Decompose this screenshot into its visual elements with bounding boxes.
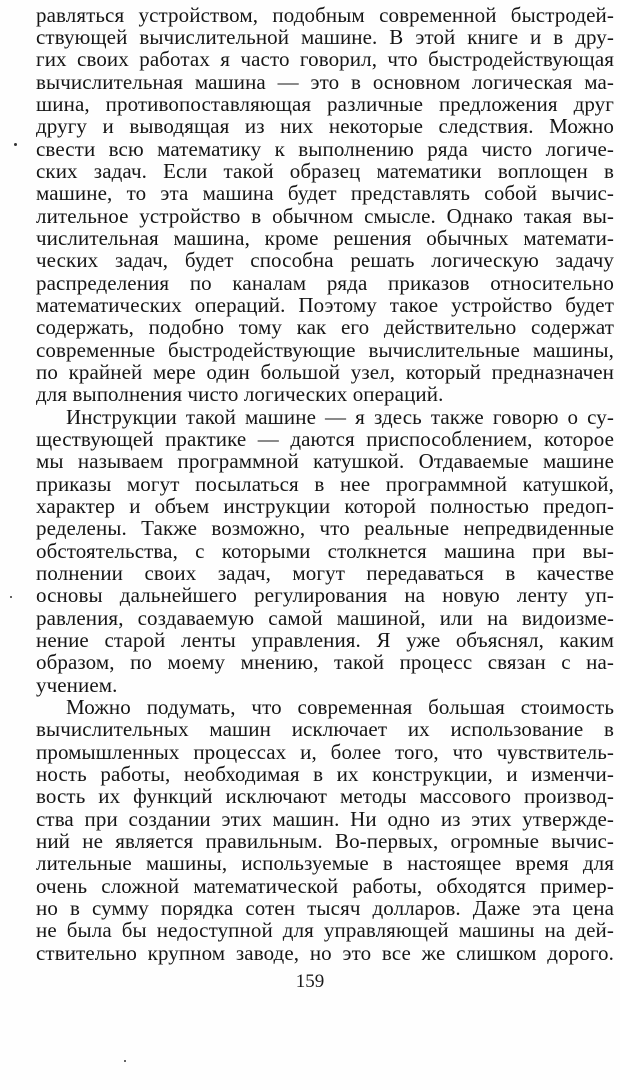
text-line: математических операций. Поэтому такое устройство будет: [36, 293, 614, 317]
text-line: основы дальнейшего регулирования на новую ленту уп-: [36, 583, 614, 607]
text-line: ществующей практике — даются приспособлением, которое: [36, 427, 614, 451]
text-line: Инструкции такой машине — я здесь также говорю о су-: [66, 405, 614, 429]
text-line: вычислительных машин исключает их использование в: [36, 717, 614, 741]
text-line: равляться устройством, подобным современной быстродей-: [36, 3, 614, 27]
text-line: мы называем программной катушкой. Отдаваемые машине: [36, 449, 614, 473]
scan-speck: [124, 1060, 126, 1062]
text-line: приказы могут посылаться в нее программной катушкой,: [36, 472, 614, 496]
text-line: другу и выводящая из них некоторые следствия. Можно: [36, 114, 614, 138]
text-line: Можно подумать, что современная большая стоимость: [66, 695, 614, 719]
text-line: характер и объем инструкции которой полностью предоп-: [36, 494, 614, 518]
scan-speck: [10, 596, 12, 598]
page-number: 159: [295, 971, 325, 992]
text-line: ства при создании этих машин. Ни одно из этих утвержде-: [36, 807, 614, 831]
text-line: машине, то эта машина будет представлять собой вычис-: [36, 181, 614, 205]
text-line: лительные машины, используемые в настоящее время для: [36, 851, 614, 875]
scan-speck: [14, 143, 17, 146]
text-line: по крайней мере один большой узел, который предназначен: [36, 360, 614, 384]
text-line: равления, создаваемую самой машиной, или на видоизме-: [36, 606, 614, 630]
text-line: ний не является правильным. Во-первых, огромные вычис-: [36, 829, 614, 853]
text-line: ствующей вычислительной машине. В этой книге и в дру-: [36, 25, 614, 49]
text-line: образом, по моему мнению, такой процесс связан с на-: [36, 650, 614, 674]
text-line: гих своих работах я часто говорил, что быстродействующая: [36, 47, 614, 71]
text-line: вычислительная машина — это в основном логическая ма-: [36, 70, 614, 94]
text-line: полнении своих задач, могут передаваться в качестве: [36, 561, 614, 585]
text-line: ность работы, необходимая в их конструкции, и изменчи-: [36, 762, 614, 786]
text-line: ределены. Также возможно, что реальные непредвиденные: [36, 516, 614, 540]
text-line: распределения по каналам ряда приказов относительно: [36, 271, 614, 295]
text-line: вость их функций исключают методы массового производ-: [36, 784, 614, 808]
text-line: ских задач. Если такой образец математики воплощен в: [36, 159, 614, 183]
text-line: ческих задач, будет способна решать логическую задачу: [36, 248, 614, 272]
text-line: нение старой ленты управления. Я уже объяснял, каким: [36, 628, 614, 652]
text-line: очень сложной математической работы, обходятся пример-: [36, 874, 614, 898]
text-line: для выполнения чисто логических операций.: [36, 382, 444, 406]
text-line: промышленных процессах и, более того, что чувствитель-: [36, 740, 614, 764]
text-line: не была бы недоступной для управляющей машины на дей-: [36, 918, 614, 942]
text-line: числительная машина, кроме решения обычных математи-: [36, 226, 614, 250]
text-line: лительное устройство в обычном смысле. Однако такая вы-: [36, 204, 614, 228]
text-line: но в сумму порядка сотен тысяч долларов. Даже эта цена: [36, 896, 614, 920]
text-line: ствительно крупном заводе, но это все же слишком дорого.: [36, 941, 614, 965]
text-line: современные быстродействующие вычислительные машины,: [36, 338, 614, 362]
text-line: обстоятельства, с которыми столкнется машина при вы-: [36, 539, 614, 563]
text-line: содержать, подобно тому как его действительно содержат: [36, 315, 614, 339]
text-line: учением.: [36, 673, 118, 697]
text-line: свести всю математику к выполнению ряда чисто логиче-: [36, 137, 614, 161]
text-line: шина, противопоставляющая различные предложения друг: [36, 92, 614, 116]
